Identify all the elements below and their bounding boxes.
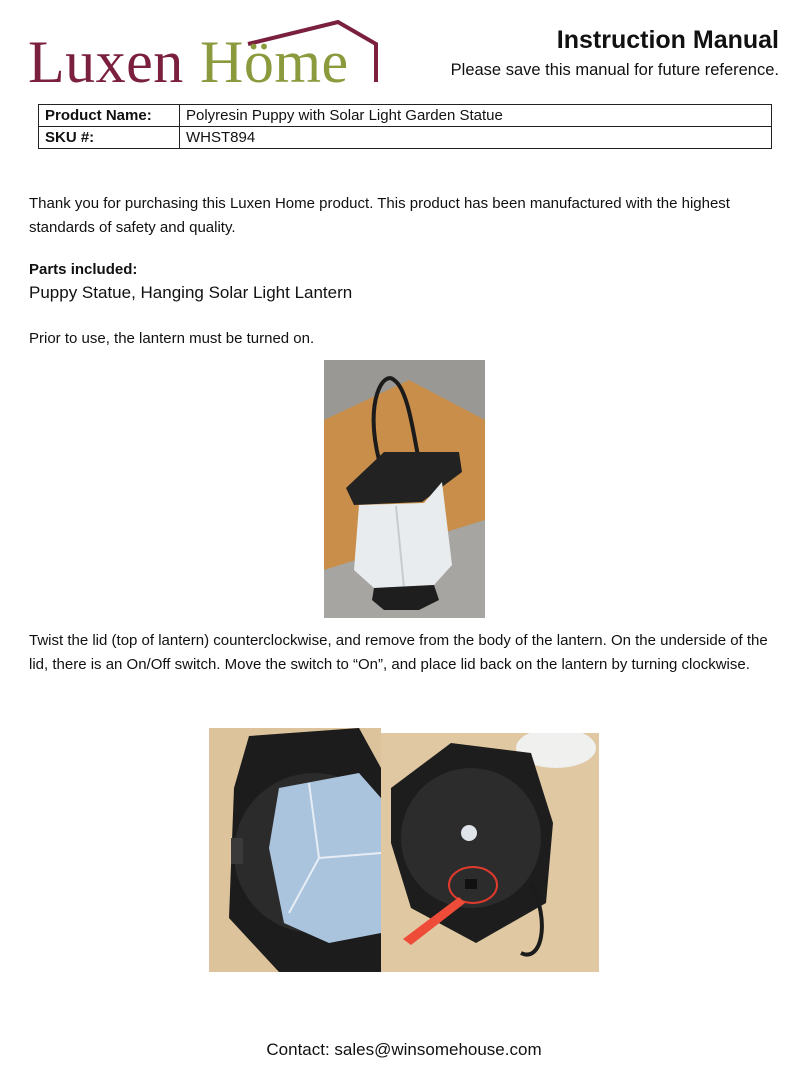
sku-value: WHST894 <box>180 127 772 149</box>
parts-heading: Parts included: <box>29 261 138 278</box>
brand-name-home: Höme <box>200 29 349 95</box>
product-info-table <box>38 104 772 149</box>
brand-name-luxen: Luxen <box>28 29 184 95</box>
lantern-body-photo <box>209 728 381 972</box>
brand-logo <box>28 16 388 95</box>
sku-label: SKU #: <box>39 127 180 149</box>
prior-use-note: Prior to use, the lantern must be turned on. <box>29 330 315 347</box>
manual-title: Instruction Manual <box>556 26 779 54</box>
lid-underside-photo <box>381 733 599 972</box>
lantern-photo <box>324 360 485 618</box>
product-name-label: Product Name: <box>39 105 180 127</box>
product-name-value: Polyresin Puppy with Solar Light Garden Statue <box>180 105 772 127</box>
table-row <box>39 127 772 149</box>
manual-subtitle: Please save this manual for future reference. <box>450 61 779 79</box>
table-row <box>39 105 772 127</box>
twist-instructions: Twist the lid (top of lantern) counterclockwise, and remove from the body of the lantern. On the underside of the lid, there is an On/Off switch. Move the switch to “On”, and place lid back on the lantern by turning clockwise. <box>29 632 768 673</box>
contact-email: Contact: sales@winsomehouse.com <box>266 1040 542 1059</box>
intro-paragraph: Thank you for purchasing this Luxen Home product. This product has been manufactured with the highest standards of safety and quality. <box>29 195 730 236</box>
parts-list: Puppy Statue, Hanging Solar Light Lantern <box>29 283 353 302</box>
